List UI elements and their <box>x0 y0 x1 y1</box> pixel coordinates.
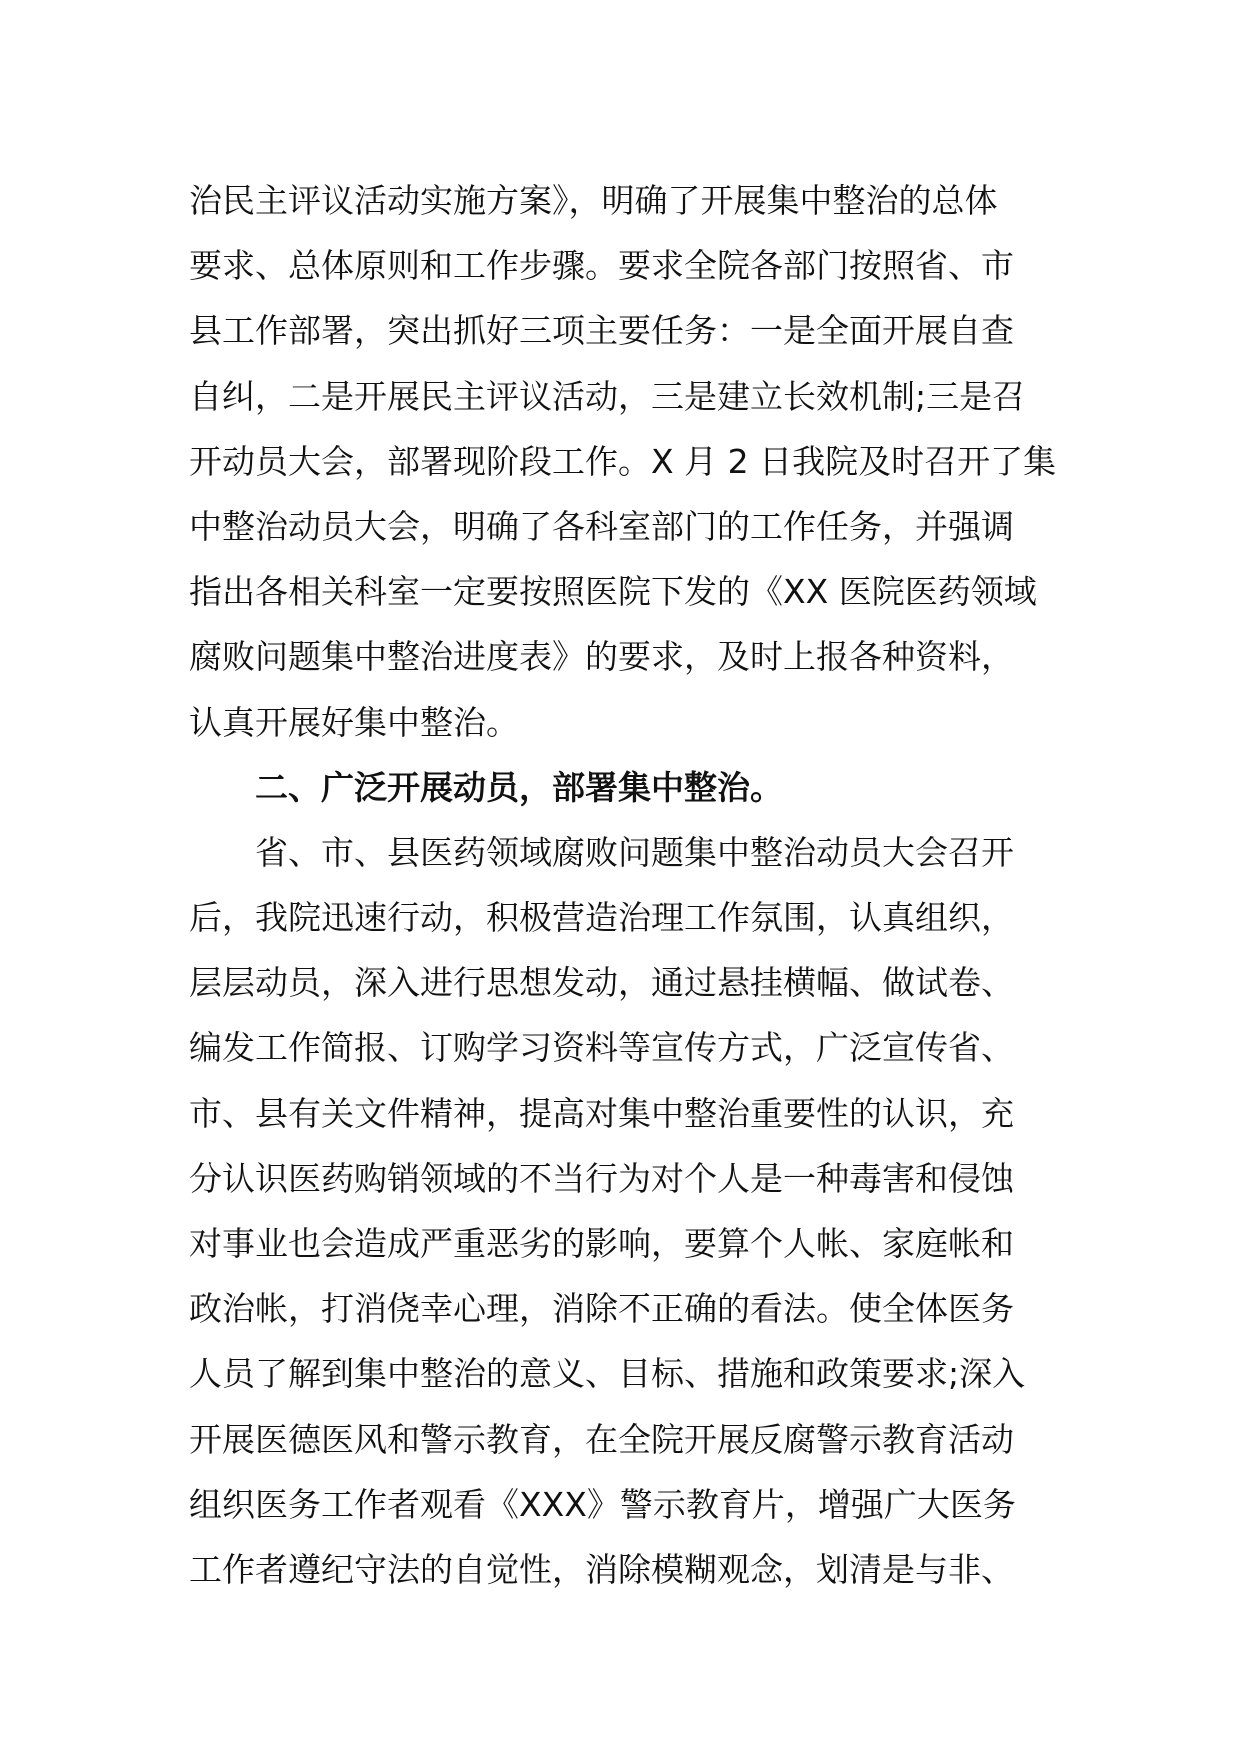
section-heading: 二、广泛开展动员，部署集中整治。 <box>255 767 783 807</box>
paragraph-line: 中整治动员大会，明确了各科室部门的工作任务，并强调 <box>189 506 1014 546</box>
paragraph-line: 要求、总体原则和工作步骤。要求全院各部门按照省、市 <box>189 246 1014 286</box>
paragraph-line: 政治帐，打消侥幸心理，消除不正确的看法。使全体医务 <box>189 1289 1014 1329</box>
paragraph-line: 人员了解到集中整治的意义、目标、措施和政策要求;深入 <box>189 1354 1026 1394</box>
document-body <box>189 168 1069 1602</box>
paragraph-line: 层层动员，深入进行思想发动，通过悬挂横幅、做试卷、 <box>189 963 1014 1003</box>
paragraph-line: 市、县有关文件精神，提高对集中整治重要性的认识，充 <box>189 1093 1014 1133</box>
paragraph-line: 治民主评议活动实施方案》，明确了开展集中整治的总体 <box>189 181 998 220</box>
paragraph-line: 指出各相关科室一定要按照医院下发的《XX 医院医药领域 <box>189 572 1037 612</box>
paragraph-line: 开展医德医风和警示教育，在全院开展反腐警示教育活动 <box>189 1419 1014 1459</box>
paragraph-line: 分认识医药购销领域的不当行为对个人是一种毒害和侵蚀 <box>189 1158 1014 1198</box>
paragraph-line: 认真开展好集中整治。 <box>189 702 519 742</box>
paragraph-line: 编发工作简报、订购学习资料等宣传方式，广泛宣传省、 <box>189 1028 1014 1068</box>
paragraph-line: 后，我院迅速行动，积极营造治理工作氛围，认真组织， <box>189 898 1014 938</box>
paragraph-line: 省、市、县医药领域腐败问题集中整治动员大会召开 <box>255 832 1014 872</box>
paragraph-line: 对事业也会造成严重恶劣的影响，要算个人帐、家庭帐和 <box>189 1224 1014 1263</box>
paragraph-line: 组织医务工作者观看《XXX》警示教育片，增强广大医务 <box>189 1484 1016 1524</box>
paragraph-line: 自纠，二是开展民主评议活动，三是建立长效机制;三是召 <box>189 376 1026 416</box>
paragraph-line: 县工作部署，突出抓好三项主要任务：一是全面开展自查 <box>189 311 1014 351</box>
paragraph-line: 工作者遵纪守法的自觉性，消除模糊观念，划清是与非、 <box>189 1549 1014 1589</box>
paragraph-line: 开动员大会，部署现阶段工作。X 月 2 日我院及时召开了集 <box>189 441 1057 481</box>
paragraph-line: 腐败问题集中整治进度表》的要求，及时上报各种资料， <box>189 637 1014 677</box>
